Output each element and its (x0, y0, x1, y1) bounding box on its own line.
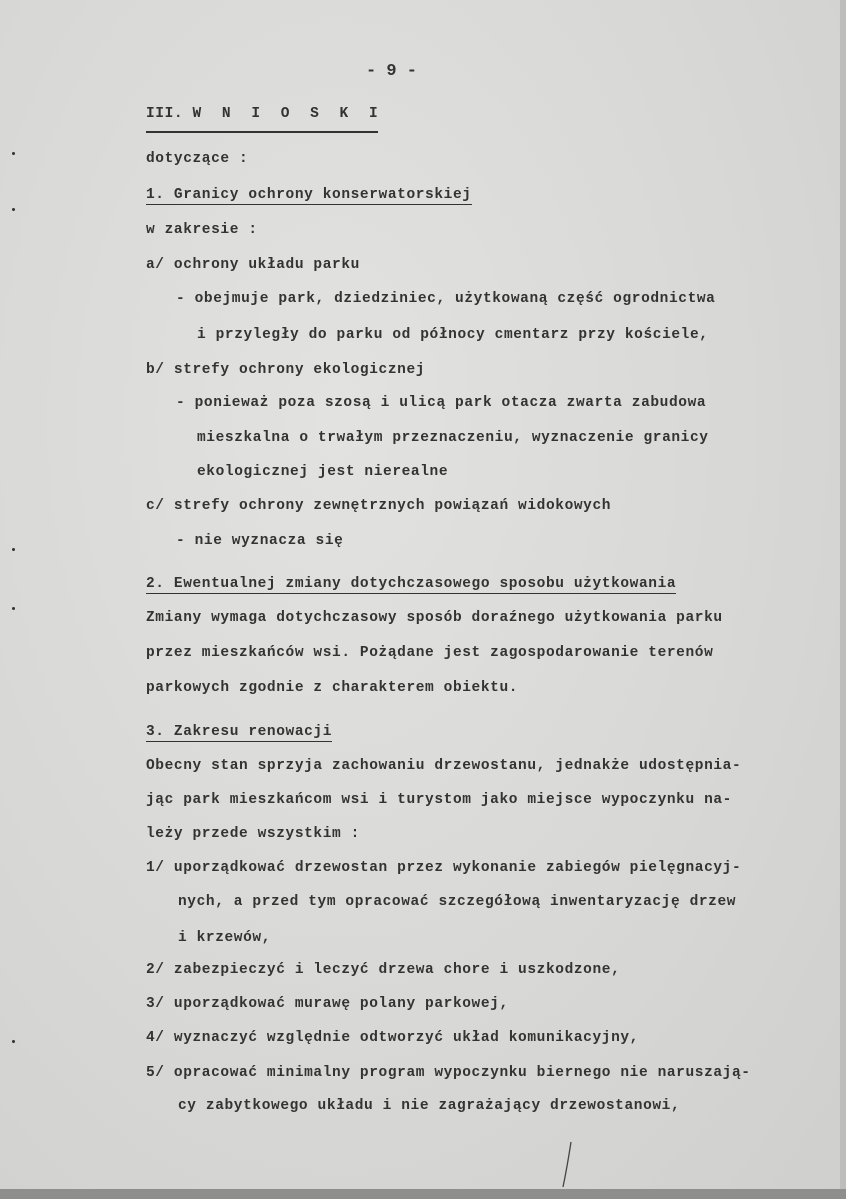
text-line: i krzewów, (178, 930, 272, 946)
section-title-underline (146, 131, 378, 133)
text-line: w zakresie : (146, 222, 258, 238)
page-number: - 9 - (366, 62, 418, 81)
text-line: i przyległy do parku od północy cmentarz przy kościele, (197, 327, 709, 343)
text-line: ekologicznej jest nierealne (197, 464, 449, 480)
list-item: 5/ opracować minimalny program wypoczynku biernego nie naruszają- (146, 1065, 751, 1081)
pen-mark (560, 1140, 576, 1190)
list-item: 3/ uporządkować murawę polany parkowej, (146, 996, 509, 1012)
subsection-heading: 3. Zakresu renowacji (146, 724, 333, 740)
list-item: - ponieważ poza szosą i ulicą park otacza zwarta zabudowa (176, 395, 707, 411)
text-line: leży przede wszystkim : (146, 826, 360, 842)
subsection-heading: 1. Granicy ochrony konserwatorskiej (146, 187, 472, 203)
margin-mark (12, 1040, 15, 1043)
page-edge-shadow (840, 0, 846, 1199)
margin-mark (12, 152, 15, 155)
text-line: cy zabytkowego układu i nie zagrażający drzewostanowi, (178, 1098, 681, 1114)
subsection-heading: 2. Ewentualnej zmiany dotychczasowego sposobu użytkowania (146, 576, 677, 592)
list-item: 2/ zabezpieczyć i leczyć drzewa chore i uszkodzone, (146, 962, 621, 978)
list-item: - nie wyznacza się (176, 533, 344, 549)
list-item: 1/ uporządkować drzewostan przez wykonanie zabiegów pielęgnacyj- (146, 860, 742, 876)
list-item: a/ ochrony układu parku (146, 257, 360, 273)
text-line: jąc park mieszkańcom wsi i turystom jako miejsce wypoczynku na- (146, 792, 732, 808)
text-line: przez mieszkańców wsi. Pożądane jest zagospodarowanie terenów (146, 645, 714, 661)
margin-mark (12, 548, 15, 551)
section-heading (146, 106, 384, 122)
list-item: 4/ wyznaczyć względnie odtworzyć układ komunikacyjny, (146, 1030, 639, 1046)
section-number: III. (146, 106, 184, 122)
list-item: - obejmuje park, dziedziniec, użytkowaną część ogrodnictwa (176, 291, 716, 307)
margin-mark (12, 208, 15, 211)
list-item: c/ strefy ochrony zewnętrznych powiązań widokowych (146, 498, 612, 514)
text-line: mieszkalna o trwałym przeznaczeniu, wyznaczenie granicy (197, 430, 709, 446)
text-line: parkowych zgodnie z charakterem obiektu. (146, 680, 519, 696)
text-line: Zmiany wymaga dotychczasowy sposób doraźnego użytkowania parku (146, 610, 723, 626)
text-line: Obecny stan sprzyja zachowaniu drzewostanu, jednakże udostępnia- (146, 758, 742, 774)
section-title: W N I O S K I (192, 106, 384, 122)
text-line: dotyczące : (146, 151, 249, 167)
margin-mark (12, 607, 15, 610)
scan-border (0, 1189, 846, 1199)
list-item: b/ strefy ochrony ekologicznej (146, 362, 426, 378)
text-line: nych, a przed tym opracować szczegółową inwentaryzację drzew (178, 894, 737, 910)
